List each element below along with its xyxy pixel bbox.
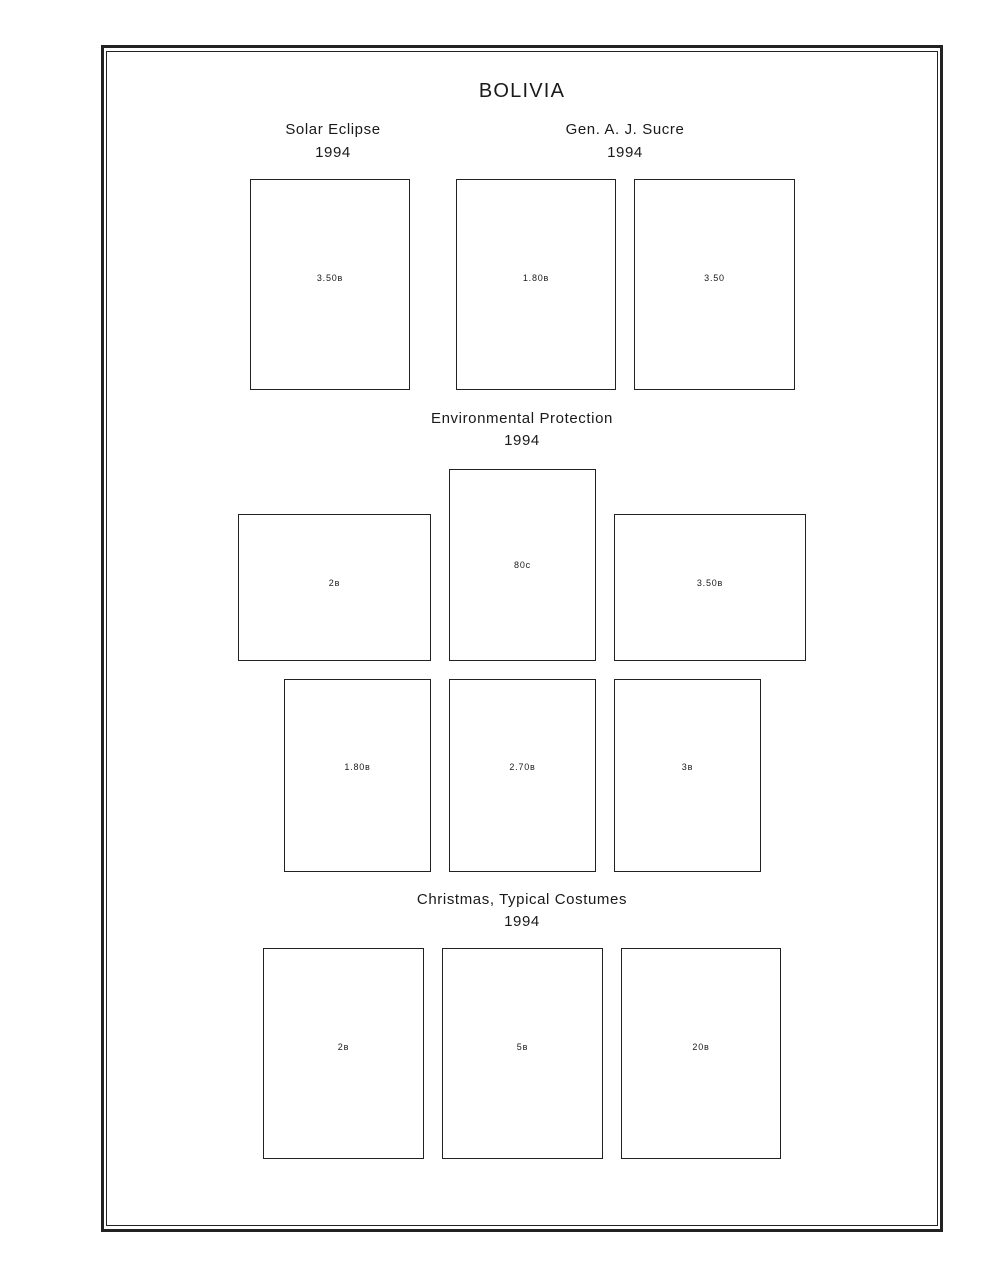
stamp-slot	[621, 948, 781, 1159]
stamp-value: 2в	[328, 578, 341, 588]
page-title: BOLIVIA	[478, 80, 566, 102]
stamp-value: 2.70в	[509, 762, 536, 772]
stamp-slot	[634, 179, 795, 390]
stamp-value: 5в	[516, 1042, 529, 1052]
stamp-slot	[250, 179, 410, 390]
stamp-slot	[263, 948, 424, 1159]
section-title-christmas: Christmas, Typical Costumes	[416, 891, 628, 908]
stamp-value: 1.80в	[522, 273, 550, 283]
stamp-slot	[449, 469, 596, 661]
stamp-slot	[614, 514, 806, 661]
stamp-value: 2в	[337, 1042, 350, 1052]
section-title-environment: Environmental Protection	[431, 410, 613, 427]
section-year-christmas: 1994	[504, 913, 540, 930]
stamp-slot	[614, 679, 761, 872]
stamp-slot	[442, 948, 603, 1159]
stamp-value: 3.50в	[316, 273, 344, 283]
stamp-value: 3в	[681, 762, 694, 772]
stamp-slot	[238, 514, 431, 661]
stamp-slot	[449, 679, 596, 872]
stamp-value: 3.50	[704, 273, 725, 283]
stamp-value: 3.50в	[696, 578, 724, 588]
section-year-environment: 1994	[504, 432, 540, 449]
section-title-sucre: Gen. A. J. Sucre	[565, 121, 685, 138]
stamp-value: 1.80в	[344, 762, 371, 772]
stamp-slot	[284, 679, 431, 872]
stamp-value: 20в	[692, 1042, 710, 1052]
section-title-solar-eclipse: Solar Eclipse	[285, 121, 381, 138]
section-year-solar-eclipse: 1994	[315, 144, 351, 161]
section-year-sucre: 1994	[607, 144, 643, 161]
stamp-slot	[456, 179, 616, 390]
stamp-value: 80c	[514, 560, 531, 570]
